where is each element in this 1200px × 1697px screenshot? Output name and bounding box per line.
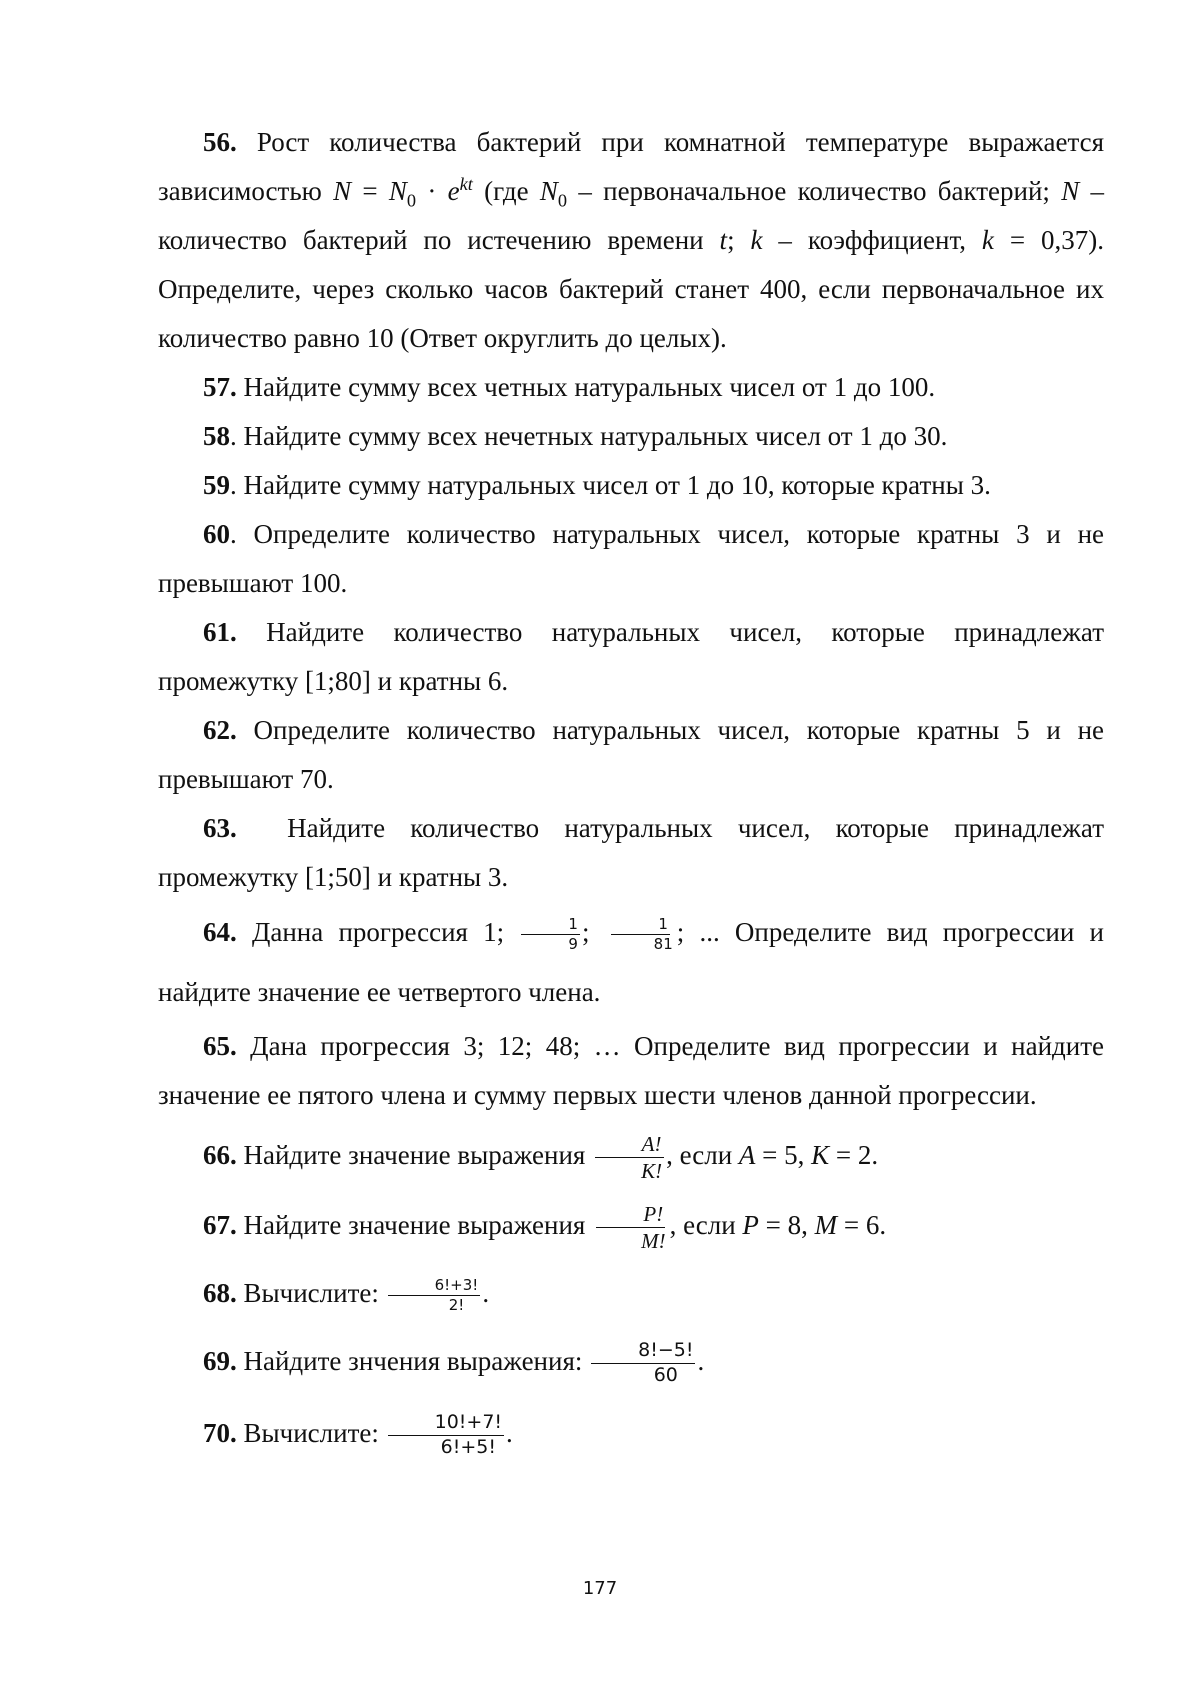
- problem-text: Данна прогрессия 1;: [236, 917, 520, 947]
- problem-text: Найдите значение выражения: [236, 1210, 593, 1240]
- fraction: [521, 916, 580, 954]
- problem-text: .: [482, 1278, 490, 1308]
- fraction-denominator: 60: [653, 1364, 678, 1387]
- formula-subscript: 0: [406, 190, 417, 211]
- formula-dot: ·: [416, 176, 448, 206]
- problem-text: ; ... Определите вид прогрессии и найдите значение ее четвертого члена.: [158, 917, 1104, 1007]
- formula-var: K: [811, 1140, 830, 1170]
- fraction-denominator: 81: [653, 935, 673, 954]
- formula-var: N: [333, 176, 352, 206]
- problem-text: .: [697, 1346, 705, 1376]
- problem-text: ). Определите, через сколько часов бактерий станет 400, если первоначальное их количество равно 10 (Ответ округлить до целых).: [158, 225, 1104, 353]
- problem-67: [158, 1190, 1104, 1260]
- problem-number: 67.: [203, 1210, 237, 1240]
- problem-text: (где: [472, 176, 540, 206]
- fraction: [594, 1132, 664, 1183]
- problem-text: . Найдите сумму всех нечетных натуральных чисел от 1 до 30.: [230, 421, 948, 451]
- problem-text: Вычислите:: [236, 1278, 386, 1308]
- formula-var: N: [388, 176, 407, 206]
- formula-subscript: 0: [557, 190, 568, 211]
- problem-number: 64.: [203, 917, 237, 947]
- problem-number: 57.: [203, 372, 237, 402]
- formula-eq: = 5,: [755, 1140, 812, 1170]
- problem-number: 69.: [203, 1346, 237, 1376]
- problem-65: [158, 1022, 1104, 1120]
- fraction-numerator: 6!+3!: [388, 1277, 481, 1296]
- problem-text: – коэффициент,: [762, 225, 982, 255]
- problem-text: .: [506, 1418, 513, 1448]
- problem-number: 59: [203, 470, 230, 500]
- problem-59: [158, 461, 1104, 510]
- problem-text: Рост количества бактерий при комнатной температуре выражается зависимостью: [158, 127, 1104, 206]
- problem-number: 56.: [203, 127, 237, 157]
- problem-number: 62.: [203, 715, 237, 745]
- fraction: [591, 1340, 695, 1387]
- problem-text: – количество бактерий по истечению времени: [158, 176, 1105, 255]
- problem-text: Вычислите:: [236, 1418, 386, 1448]
- page-number: 177: [582, 1578, 618, 1599]
- fraction-numerator: 1: [521, 916, 580, 935]
- fraction-numerator: A!: [595, 1132, 664, 1158]
- fraction-numerator: 8!−5!: [591, 1340, 695, 1364]
- problem-64: [158, 902, 1104, 1022]
- fraction-numerator: P!: [596, 1202, 665, 1228]
- problem-57: [158, 363, 1104, 412]
- formula-exponent: kt: [459, 174, 473, 194]
- formula-eq: = 0,37: [993, 225, 1089, 255]
- problem-text: , если: [666, 1140, 739, 1170]
- fraction: [594, 1202, 668, 1253]
- problem-69: [158, 1326, 1104, 1396]
- problem-number: 68.: [203, 1278, 237, 1308]
- formula-var: N: [539, 176, 558, 206]
- problem-60: [158, 510, 1104, 608]
- problem-text: – первоначальное количество бактерий;: [567, 176, 1062, 206]
- problem-text: Дана прогрессия 3; 12; 48; … Определите вид прогрессии и найдите значение ее пятого члена и сумму первых шести членов данной прогрессии.: [158, 1031, 1104, 1110]
- fraction-denominator: 6!+5!: [440, 1436, 496, 1459]
- formula-var: M: [814, 1210, 838, 1240]
- formula-var: k: [750, 225, 763, 255]
- problem-text: Найдите сумму всех четных натуральных чисел от 1 до 100.: [236, 372, 936, 402]
- formula-var: A: [738, 1140, 756, 1170]
- formula-eq: = 8,: [758, 1210, 815, 1240]
- problem-text: Определите количество натуральных чисел, которые кратны 5 и не превышают 70.: [158, 715, 1104, 794]
- problem-text: , если: [669, 1210, 743, 1240]
- problem-62: [158, 706, 1104, 804]
- fraction-numerator: 1: [611, 916, 670, 935]
- fraction-denominator: 9: [568, 935, 578, 954]
- problem-number: 63.: [203, 813, 237, 843]
- problem-68: [158, 1260, 1104, 1326]
- problem-text: Найдите значение выражения: [236, 1140, 593, 1170]
- problem-text: ;: [581, 917, 605, 947]
- problems-text: [158, 118, 1111, 1470]
- problem-56: [158, 118, 1104, 363]
- formula-var: t: [719, 225, 728, 255]
- problem-70: [158, 1396, 1104, 1470]
- problem-61: [158, 608, 1104, 706]
- formula-var: P: [742, 1210, 759, 1240]
- problem-number: 58: [203, 421, 230, 451]
- fraction: [388, 1277, 481, 1315]
- problem-text: Найдите количество натуральных чисел, которые принадлежат промежутку [1;50] и кратны 3.: [158, 813, 1111, 892]
- problem-text: . Найдите сумму натуральных чисел от 1 до 10, которые кратны 3.: [230, 470, 991, 500]
- problem-text: ;: [727, 225, 751, 255]
- formula-var: k: [981, 225, 994, 255]
- fraction-denominator: M!: [641, 1229, 666, 1254]
- problem-number: 61.: [203, 617, 237, 647]
- problem-number: 60: [203, 519, 230, 549]
- formula-eq: = 6.: [837, 1210, 887, 1240]
- problem-63: [158, 804, 1111, 902]
- problem-number: 65.: [203, 1031, 237, 1061]
- formula-eq: = 2.: [829, 1140, 879, 1170]
- problem-number: 66.: [203, 1140, 237, 1170]
- formula-eq: =: [351, 176, 389, 206]
- formula-var: N: [1061, 176, 1080, 206]
- problem-text: Найдите количество натуральных чисел, которые принадлежат промежутку [1;80] и кратны 6.: [158, 617, 1104, 696]
- fraction-denominator: K!: [641, 1159, 663, 1184]
- problem-number: 70.: [203, 1418, 237, 1448]
- formula-var: e: [447, 176, 460, 206]
- problem-58: [158, 412, 1104, 461]
- problem-text: . Определите количество натуральных чисел, которые кратны 3 и не превышают 100.: [158, 519, 1104, 598]
- fraction: [607, 916, 675, 954]
- problem-text: Найдите знчения выражения:: [236, 1346, 590, 1376]
- fraction-numerator: 10!+7!: [388, 1412, 504, 1436]
- fraction: [388, 1412, 504, 1459]
- problem-66: [158, 1120, 1104, 1190]
- fraction-denominator: 2!: [448, 1296, 465, 1315]
